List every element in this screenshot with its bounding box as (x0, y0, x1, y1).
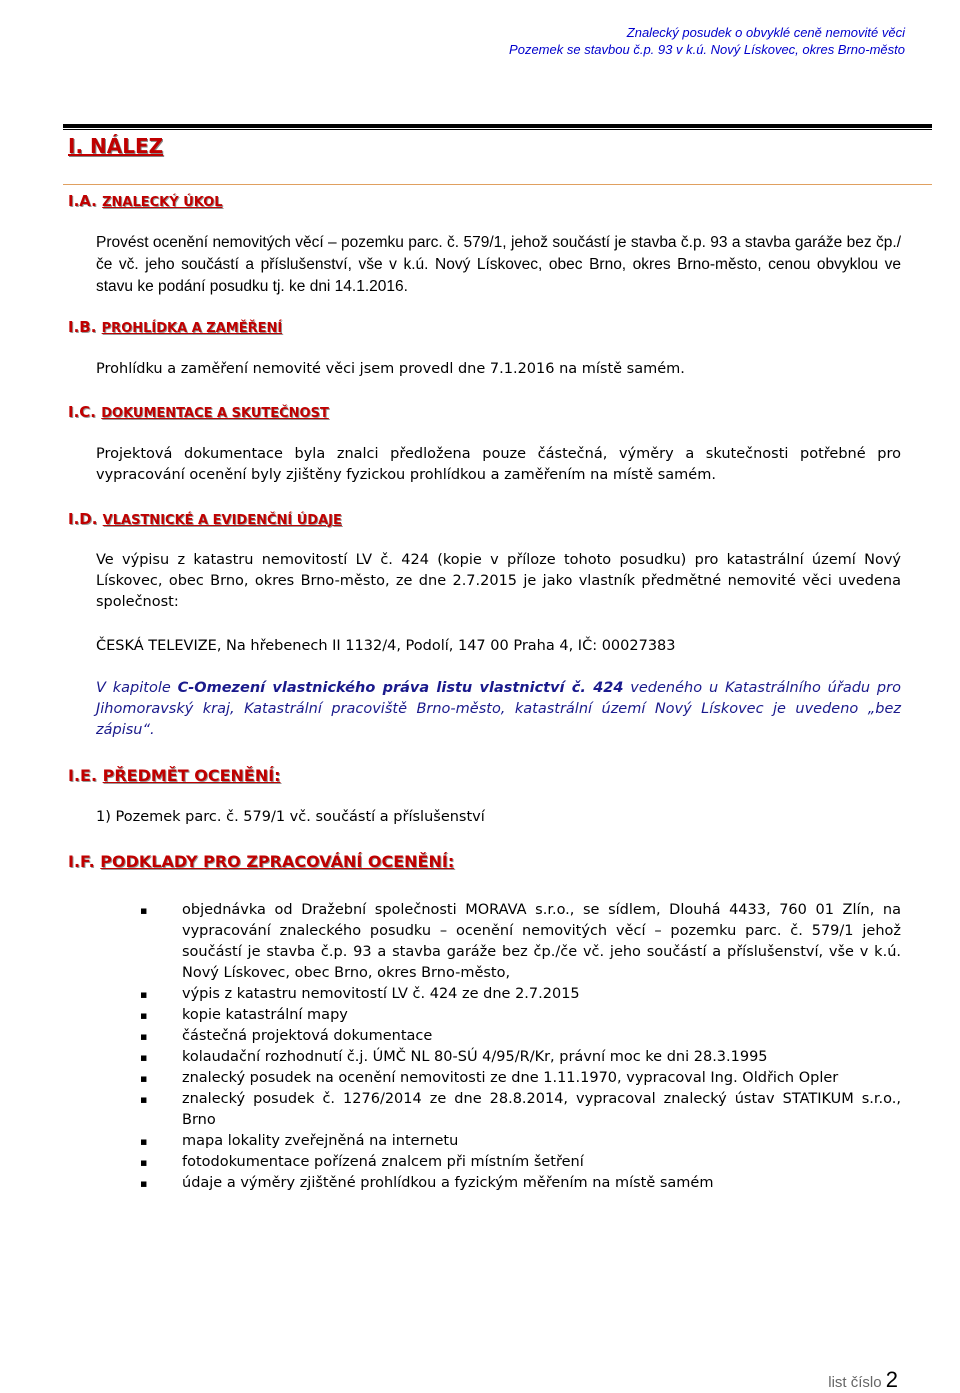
encumbrance-note (96, 678, 901, 741)
list-item-text: fotodokumentace pořízená znalcem při místním šetření (182, 1154, 584, 1170)
footer-label: list číslo (828, 1374, 882, 1391)
list-item-text: mapa lokality zveřejněná na internetu (182, 1133, 459, 1149)
page-footer (828, 1367, 898, 1393)
list-item (96, 1089, 901, 1131)
section-title: PROHLÍDKA A ZAMĚŘENÍ (101, 321, 283, 336)
list-item-text: kopie katastrální mapy (182, 1007, 348, 1023)
list-item-text: kolaudační rozhodnutí č.j. ÚMČ NL 80-SÚ 4/95/R/Kr, právní moc ke dni 28.3.1995 (182, 1049, 768, 1065)
note-pre: V kapitole (96, 680, 178, 696)
list-item (96, 1047, 901, 1068)
note-post: vedeného u Katastrálního úřadu pro Jihomoravský kraj, Katastrální pracoviště Brno-město, katastrální území Nový Lískovec je uvedeno „bez zápisu“. (96, 680, 901, 738)
header-line-1: Znalecký posudek o obvyklé ceně nemovité věci (626, 25, 905, 40)
section-prefix: I.A. (68, 192, 97, 210)
list-item-text: objednávka od Dražební společnosti MORAVA s.r.o., se sídlem, Dlouhá 4433, 760 01 Zlín, na vypracování znaleckého posudku – ocenění nemovitých věcí – pozemku parc. č. 579/1 jehož součástí je stavba č.p. 93 a stavba garáže bez čp./če vč. jeho součástí a příslušenství, vše v k.ú. Nový Lískovec, obec Brno, okres Brno-město, (182, 902, 901, 981)
list-item (96, 1068, 901, 1089)
list-item (96, 1005, 901, 1026)
section-heading-c (68, 403, 329, 421)
list-item (96, 1026, 901, 1047)
section-heading-b (68, 318, 282, 336)
list-item-text: znalecký posudek na ocenění nemovitosti ze dne 1.11.1970, vypracoval Ing. Oldřich Opler (182, 1070, 839, 1086)
bullet-icon: ▪ (140, 988, 148, 1001)
sources-list (96, 900, 901, 1194)
list-item (96, 984, 901, 1005)
section-a-text: Provést ocenění nemovitých věcí – pozemku parc. č. 579/1, jehož součástí je stavba č.p. 93 a stavba garáže bez čp./če vč. jeho součástí a příslušenství, vše v k.ú. Nový Lískovec, obec Brno, okres Brno-město, cenou obvyklou ve stavu ke podání posudku tj. ke dni 14.1.2016. (96, 234, 901, 295)
list-item (96, 1173, 901, 1194)
bullet-icon: ▪ (140, 1072, 148, 1085)
section-d-text: Ve výpisu z katastru nemovitostí LV č. 424 (kopie v příloze tohoto posudku) pro katastrální území Nový Lískovec, obec Brno, okres Brno-město, ze dne 2.7.2015 je jako vlastník předmětné nemovité věci uvedena společnost: (96, 552, 901, 610)
page-title: I. NÁLEZ (68, 134, 164, 158)
list-item-text: údaje a výměry zjištěné prohlídkou a fyzickým měřením na místě samém (182, 1175, 714, 1191)
section-prefix: I.E. (68, 766, 98, 785)
section-heading-a (68, 192, 223, 210)
header-line-2: Pozemek se stavbou č.p. 93 v k.ú. Nový Lískovec, okres Brno-město (509, 42, 905, 57)
bullet-icon: ▪ (140, 1156, 148, 1169)
section-divider (63, 184, 932, 185)
section-heading-f (68, 852, 454, 871)
section-title: VLASTNICKÉ A EVIDENČNÍ ÚDAJE (102, 513, 342, 528)
bullet-icon: ▪ (140, 1009, 148, 1022)
section-heading-d (68, 510, 342, 528)
page-header (509, 24, 905, 58)
list-item (96, 1131, 901, 1152)
bullet-icon: ▪ (140, 1030, 148, 1043)
list-item (96, 900, 901, 984)
owner-line: ČESKÁ TELEVIZE, Na hřebenech II 1132/4, Podolí, 147 00 Praha 4, IČ: 00027383 (96, 638, 676, 654)
section-prefix: I.F. (68, 852, 95, 871)
section-prefix: I.D. (68, 510, 98, 528)
bullet-icon: ▪ (140, 904, 148, 917)
valuation-item: 1) Pozemek parc. č. 579/1 vč. součástí a příslušenství (96, 809, 485, 825)
bullet-icon: ▪ (140, 1093, 148, 1106)
bullet-icon: ▪ (140, 1177, 148, 1190)
list-item-text: částečná projektová dokumentace (182, 1028, 433, 1044)
section-b-text: Prohlídku a zaměření nemovité věci jsem provedl dne 7.1.2016 na místě samém. (96, 361, 685, 377)
section-prefix: I.B. (68, 318, 97, 336)
section-title: ZNALECKÝ ÚKOL (102, 195, 223, 210)
page-number: 2 (885, 1367, 898, 1392)
section-c-text: Projektová dokumentace byla znalci předložena pouze částečná, výměry a skutečnosti potřebné pro vypracování ocenění byly zjištěny fyzickou prohlídkou a zaměřením na místě samém. (96, 446, 901, 483)
section-heading-e (68, 766, 281, 785)
list-item-text: výpis z katastru nemovitostí LV č. 424 ze dne 2.7.2015 (182, 986, 580, 1002)
header-rule (63, 124, 932, 128)
list-item (96, 1152, 901, 1173)
bullet-icon: ▪ (140, 1051, 148, 1064)
bullet-icon: ▪ (140, 1135, 148, 1148)
section-title: DOKUMENTACE A SKUTEČNOST (101, 406, 329, 421)
note-bold: C-Omezení vlastnického práva listu vlastnictví č. 424 (177, 680, 624, 696)
section-prefix: I.C. (68, 403, 96, 421)
section-title: PŘEDMĚT OCENĚNÍ: (102, 766, 281, 785)
section-title: PODKLADY PRO ZPRACOVÁNÍ OCENĚNÍ: (100, 852, 455, 871)
list-item-text: znalecký posudek č. 1276/2014 ze dne 28.8.2014, vypracoval znalecký ústav STATIKUM s.r.o., Brno (182, 1091, 901, 1128)
